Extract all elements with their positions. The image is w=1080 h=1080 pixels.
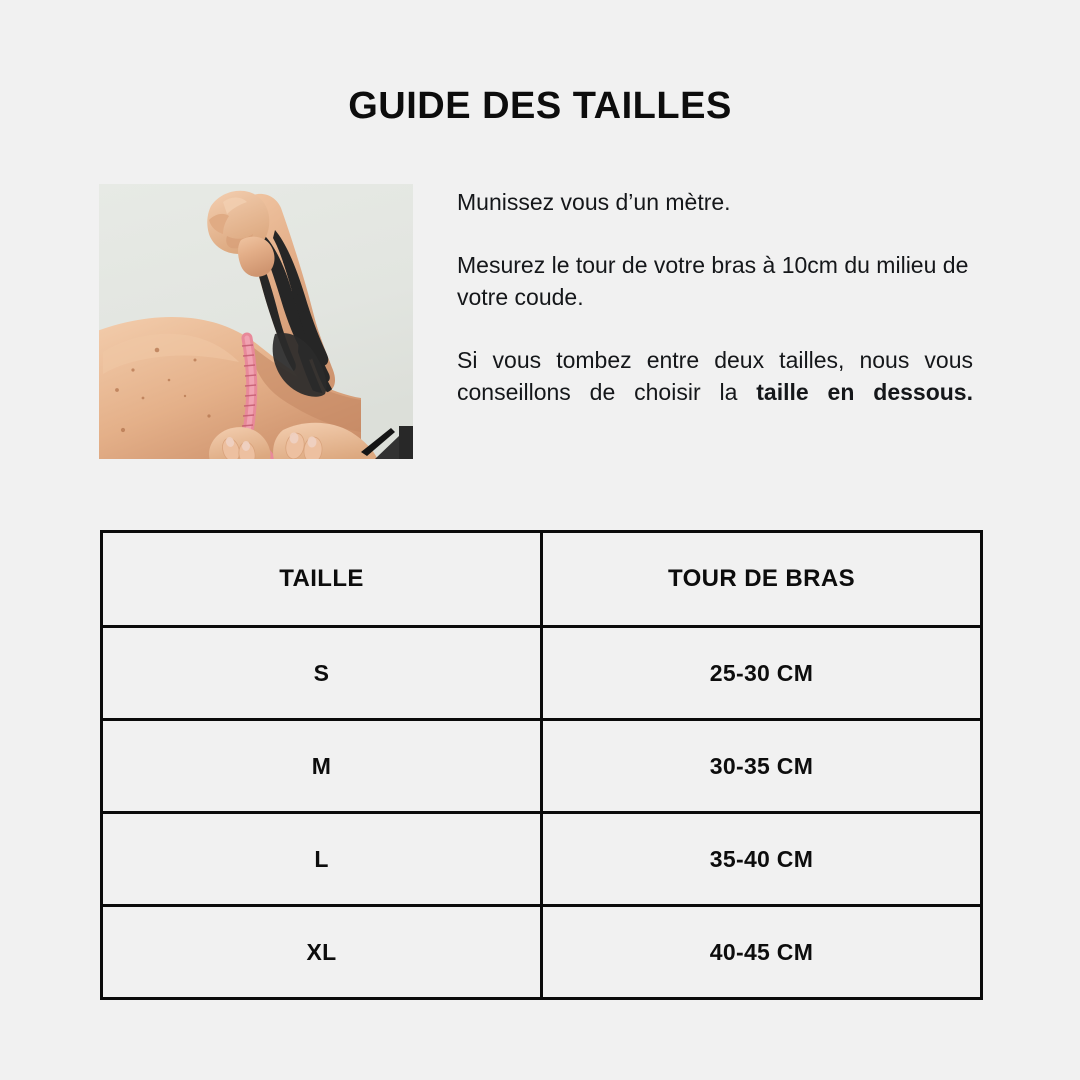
- instruction-paragraph-3-text: Si vous tombez entre deux tailles, nous vous conseillons de choisir la: [457, 347, 973, 405]
- table-header-row: [102, 532, 982, 627]
- instruction-paragraph-2: Mesurez le tour de votre bras à 10cm du milieu de votre coude.: [457, 252, 969, 310]
- table-row: [102, 627, 982, 720]
- instruction-paragraph-3-emphasis: taille en dessous.: [756, 379, 973, 405]
- cell-measurement: 35-40 CM: [542, 813, 982, 906]
- instructions-block: [457, 186, 973, 440]
- size-chart-table: [100, 530, 983, 1000]
- measurement-photo: [99, 184, 413, 459]
- cell-measurement: 40-45 CM: [542, 906, 982, 999]
- cell-size: L: [102, 813, 542, 906]
- cell-size: M: [102, 720, 542, 813]
- cell-size: S: [102, 627, 542, 720]
- column-header-size: TAILLE: [102, 532, 542, 627]
- cell-measurement: 30-35 CM: [542, 720, 982, 813]
- page-title: GUIDE DES TAILLES: [348, 85, 732, 127]
- measurement-photo-illustration: [99, 184, 413, 459]
- cell-measurement: 25-30 CM: [542, 627, 982, 720]
- instruction-paragraph-1: Munissez vous d’un mètre.: [457, 189, 731, 215]
- table-row: [102, 813, 982, 906]
- table-row: [102, 720, 982, 813]
- instruction-paragraph-3: [457, 344, 973, 440]
- column-header-measurement: TOUR DE BRAS: [542, 532, 982, 627]
- cell-size: XL: [102, 906, 542, 999]
- table-row: [102, 906, 982, 999]
